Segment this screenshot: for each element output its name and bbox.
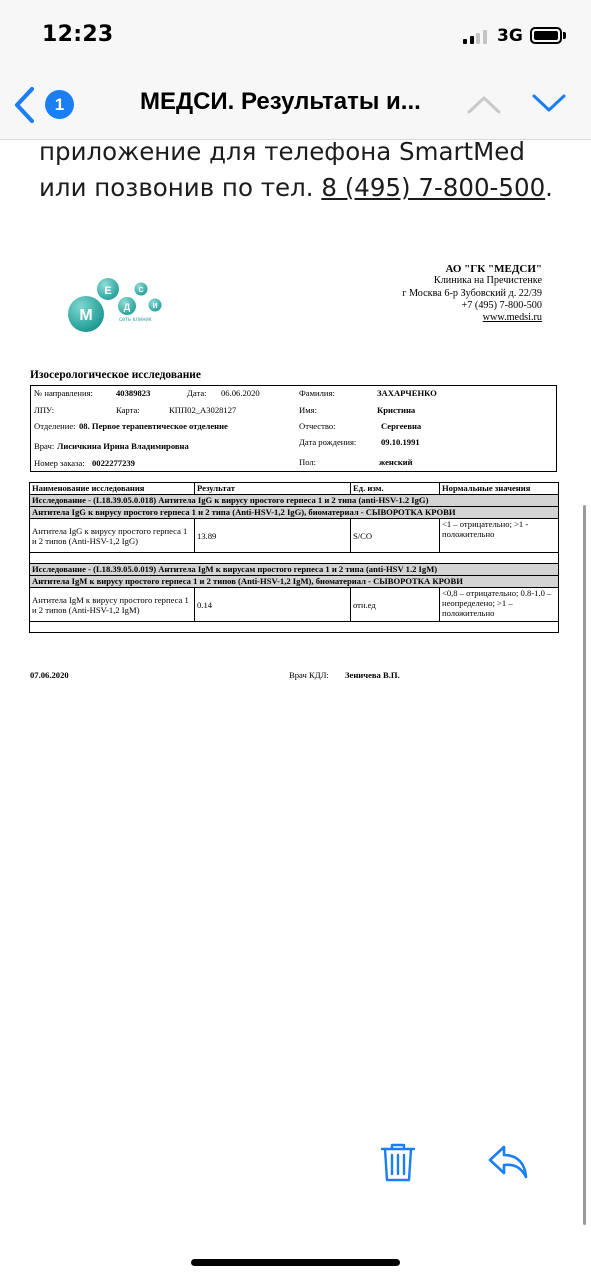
home-indicator — [191, 1259, 400, 1266]
study-title-row — [30, 564, 559, 576]
email-line-2-prefix: или позвонив по тел. — [39, 173, 314, 202]
organization-header — [402, 263, 542, 324]
logo-caption: сеть клиник — [119, 317, 152, 323]
result-cell: 0.14 — [195, 588, 351, 622]
column-header: Нормальные значения — [440, 483, 559, 495]
analyte-title-row — [30, 576, 559, 588]
dob-label: Дата рождения: — [299, 437, 357, 447]
logo-letter-d: Д — [123, 302, 131, 312]
signal-bar — [463, 39, 467, 44]
results-table — [29, 482, 559, 633]
card-value: КПП02_А3028127 — [169, 405, 237, 415]
reference-cell: <0,8 – отрицательно; 0.8-1.0 – неопределено; >1 – положительно — [440, 588, 559, 622]
signal-bar — [476, 33, 480, 44]
surname-label: Фамилия: — [299, 388, 335, 398]
navigation-bar — [0, 72, 591, 140]
clinic-address: г Москва 6-р Зубовский д. 22/39 — [402, 287, 542, 299]
phone-link[interactable]: 8 (495) 7-800-500 — [321, 173, 546, 202]
table-header-row — [30, 483, 559, 495]
result-cell: 13.89 — [195, 519, 351, 553]
card-label: Карта: — [116, 405, 140, 415]
test-name-cell: Антитела IgG к вирусу простого герпеса 1 и 2 типов (Anti-HSV-1,2 IgG) — [30, 519, 195, 553]
study-title: Исследование - (L18.39.05.0.019) Антитела IgM к вирусам простого герпеса 1 и 2 типа (anti-HSV 1.2 IgM) — [30, 564, 559, 576]
department-label: Отделение: — [34, 421, 76, 431]
chevron-up-icon[interactable] — [466, 88, 502, 120]
patronymic-value: Сергеевна — [381, 421, 422, 431]
table-row — [30, 519, 559, 553]
trash-icon[interactable] — [380, 1141, 416, 1183]
vertical-scrollbar[interactable] — [583, 505, 586, 1225]
unit-cell: S/CO — [351, 519, 440, 553]
study-title-row — [30, 495, 559, 507]
clinic-name: Клиника на Пречистенке — [433, 275, 542, 287]
analyte-title-row — [30, 507, 559, 519]
analyte-title: Антитела IgM к вирусу простого герпеса 1 и 2 типов (Anti-HSV-1,2 IgM), биоматериал - СЫВОРОТКА КРОВИ — [30, 576, 559, 588]
name-label: Имя: — [299, 405, 317, 415]
unit-cell: отн.ед — [351, 588, 440, 622]
lpu-label: ЛПУ: — [34, 405, 55, 415]
logo-letter-i: И — [152, 303, 158, 310]
date-value: 06.06.2020 — [221, 388, 260, 398]
spacer-row — [30, 553, 559, 564]
unread-count-badge[interactable]: 1 — [45, 90, 74, 119]
spacer-row — [30, 622, 559, 633]
patient-info-box — [30, 385, 557, 472]
referral-value: 40389823 — [116, 388, 151, 398]
chevron-left-icon[interactable] — [12, 86, 38, 124]
test-name-cell: Антитела IgM к вирусу простого герпеса 1 и 2 типов (Anti-HSV-1,2 IgM) — [30, 588, 195, 622]
logo-letter-e: Е — [104, 285, 112, 297]
name-value: Кристина — [377, 405, 416, 415]
study-title: Исследование - (L18.39.05.0.018) Антитела IgG к вирусу простого герпеса 1 и 2 типа (anti-HSV-1.2 IgG) — [30, 495, 559, 507]
lab-result-document — [27, 255, 561, 695]
email-line-2 — [39, 170, 553, 206]
clinic-phone: +7 (495) 7-800-500 — [461, 299, 542, 311]
doctor-value: Лисичкина Ирина Владимировна — [57, 441, 189, 451]
network-type: 3G — [497, 26, 523, 46]
patronymic-label: Отчество: — [299, 421, 336, 431]
signal-bar — [483, 30, 487, 44]
medsi-logo — [67, 263, 177, 335]
sex-label: Пол: — [299, 457, 317, 467]
email-line-2-suffix: . — [545, 173, 553, 202]
referral-label: № направления: — [34, 388, 93, 398]
surname-value: ЗАХАРЧЕНКО — [377, 388, 437, 398]
email-line-1: приложение для телефона SmartMed — [39, 137, 525, 166]
report-date: 07.06.2020 — [30, 670, 69, 680]
org-name: АО "ГК "МЕДСИ" — [445, 263, 542, 275]
doctor-label: Врач: — [34, 441, 55, 451]
logo-letter-m: М — [79, 307, 93, 324]
lab-doctor-label: Врач КДЛ: — [289, 670, 329, 680]
dob-value: 09.10.1991 — [381, 437, 420, 447]
order-value: 0022277239 — [92, 458, 135, 468]
department-value: 08. Первое терапевтическое отделение — [79, 421, 228, 431]
status-time: 12:23 — [42, 22, 114, 47]
signal-bar — [470, 36, 474, 44]
signal-strength-icon — [463, 30, 489, 44]
column-header: Ед. изм. — [351, 483, 440, 495]
reference-cell: <1 – отрицательно; >1 - положительно — [440, 519, 559, 553]
battery-icon — [530, 27, 562, 44]
clinic-website-link[interactable]: www.medsi.ru — [482, 312, 542, 324]
message-subject-title: МЕДСИ. Результаты и... — [140, 88, 421, 115]
table-row — [30, 588, 559, 622]
order-label: Номер заказа: — [34, 458, 85, 468]
logo-letter-s: С — [138, 287, 144, 294]
column-header: Результат — [195, 483, 351, 495]
reply-icon[interactable] — [487, 1144, 529, 1180]
column-header: Наименование исследования — [30, 483, 195, 495]
chevron-down-icon[interactable] — [531, 88, 567, 120]
battery-tip — [563, 32, 566, 39]
analyte-title: Антитела IgG к вирусу простого герпеса 1 и 2 типа (Anti-HSV-1,2 IgG), биоматериал - СЫВОРОТКА КРОВИ — [30, 507, 559, 519]
status-bar — [0, 0, 591, 72]
lab-doctor-name: Зеничева В.П. — [345, 670, 400, 680]
date-label: Дата: — [187, 388, 207, 398]
email-body-text — [39, 134, 553, 206]
sex-value: женский — [379, 457, 413, 467]
document-title: Изосерологическое исследование — [30, 369, 201, 381]
